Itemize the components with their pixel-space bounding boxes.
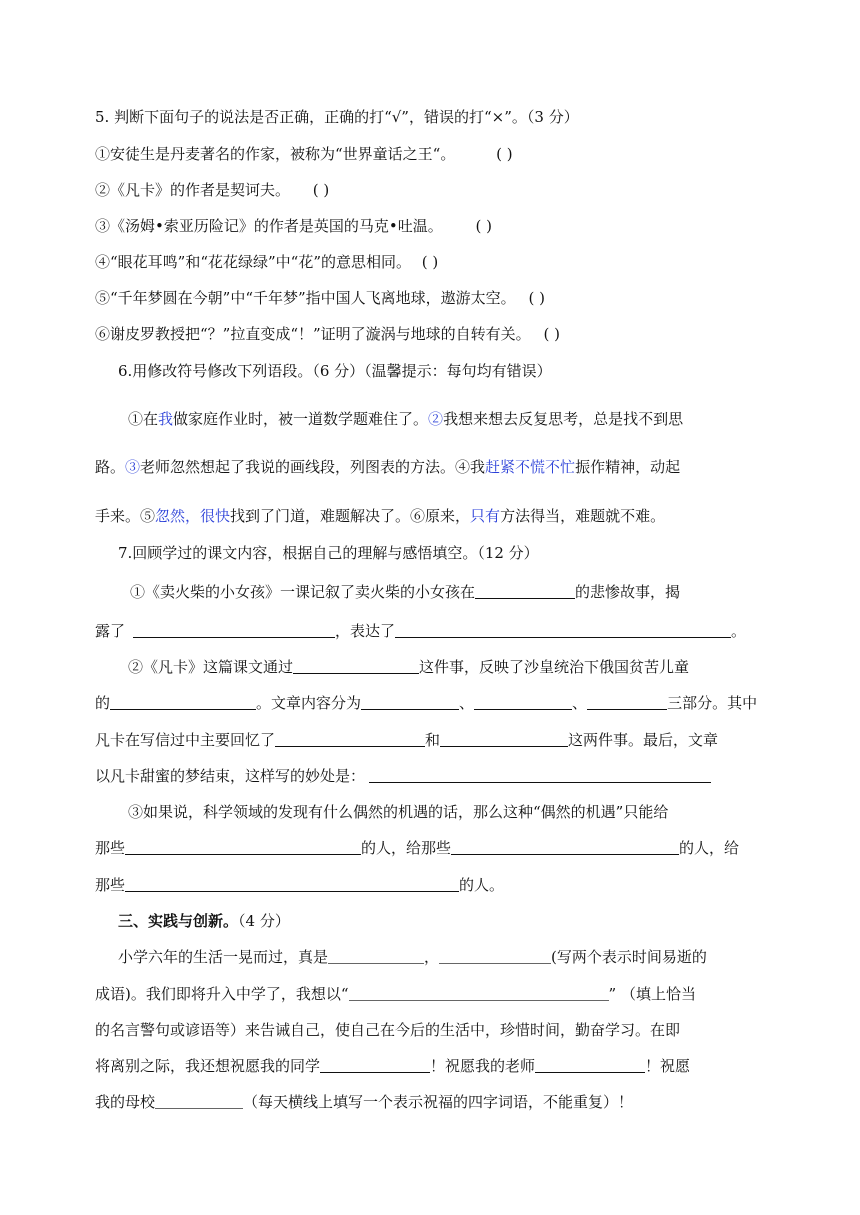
q7-p3-line-1: ③如果说，科学领域的发现有什么偶然的机遇的话，那么这种“偶然的机遇”只能给 xyxy=(128,803,669,821)
q7-p1-line-2 xyxy=(95,620,746,641)
s3-l2-text: 成语)。我们即将升入中学了，我想以“ xyxy=(95,985,349,1003)
s3-line-3: 的名言警句或谚语等）来告诫自己，使自己在今后的生活中，珍惜时间，勤奋学习。在即 xyxy=(95,1021,681,1039)
q6-title: 6.用修改符号修改下列语段。（6 分）（温馨提示：每句均有错误） xyxy=(118,362,552,380)
q7-p3-text: 那些 xyxy=(95,839,126,857)
q7-p2-blank-3[interactable] xyxy=(361,708,459,710)
s3-blank-quote[interactable] xyxy=(349,1000,609,1001)
q5-item-5 xyxy=(95,287,545,308)
q5-title: 5. 判断下面句子的说法是否正确，正确的打“√”，错误的打“×”。（3 分） xyxy=(95,108,579,126)
q5-item-4 xyxy=(95,251,438,272)
q6-l2-marker: ③ xyxy=(125,458,141,476)
q5-item-6 xyxy=(95,323,560,344)
q7-p3-text-4: 那些 xyxy=(95,876,126,894)
q5-answer-6[interactable]: ( ) xyxy=(543,325,560,343)
q5-item-2-text: ②《凡卡》的作者是契诃夫。 xyxy=(95,181,291,199)
s3-l1-text-2: (写两个表示时间易逝的 xyxy=(551,948,707,966)
q6-l3-text-2: 找到了门道，难题解决了。⑥原来， xyxy=(230,507,471,525)
s3-l4-text: 将离别之际，我还想祝愿我的同学 xyxy=(95,1057,321,1075)
q6-l1-text: ①在 xyxy=(128,410,159,428)
q7-p2-line-4 xyxy=(95,765,711,786)
q7-p2-text-4: 。文章内容分为 xyxy=(256,694,362,712)
q6-l2-text: 路。 xyxy=(95,458,126,476)
q6-l1-highlight: 我 xyxy=(158,410,174,428)
s3-blank-classmate[interactable] xyxy=(320,1071,430,1073)
q7-p1-text: ①《卖火柴的小女孩》一课记叙了卖火柴的小女孩在 xyxy=(130,583,476,601)
q6-line-3 xyxy=(95,505,665,526)
s3-line-1 xyxy=(118,946,707,967)
s3-blank-idiom-1[interactable] xyxy=(328,963,424,964)
q7-title: 7.回顾学过的课文内容，根据自己的理解与感悟填空。（12 分） xyxy=(118,544,539,562)
s3-l2-text-2: ” （填上恰当 xyxy=(608,985,696,1003)
q6-l3-text-3: 方法得当，难题就不难。 xyxy=(500,507,666,525)
s3-blank-teacher[interactable] xyxy=(535,1071,645,1073)
q7-p2-text-7: 和 xyxy=(425,731,441,749)
q5-item-3-text: ③《汤姆•索亚历险记》的作者是英国的马克•吐温。 xyxy=(95,217,443,235)
q7-p1-blank-3[interactable] xyxy=(395,636,731,638)
q7-p2-blank-6[interactable] xyxy=(275,745,425,747)
q7-p2-blank-4[interactable] xyxy=(474,708,572,710)
q7-p2-line-3 xyxy=(95,729,718,750)
s3-l1-text: 小学六年的生活一晃而过，真是 xyxy=(118,948,329,966)
s3-line-2 xyxy=(95,983,696,1004)
q7-p2-text-6: 凡卡在写信过中主要回忆了 xyxy=(95,731,276,749)
q7-p2-blank-1[interactable] xyxy=(293,672,419,674)
q7-p2-text-8: 这两件事。最后，文章 xyxy=(568,731,719,749)
q7-p3-blank-2[interactable] xyxy=(451,853,679,855)
q7-p2-blank-5[interactable] xyxy=(587,708,667,710)
q7-p2-text-9: 以凡卡甜蜜的梦结束，这样写的妙处是： xyxy=(95,767,366,785)
q5-answer-3[interactable]: ( ) xyxy=(475,217,492,235)
s3-l4-text-2: ！祝愿我的老师 xyxy=(430,1057,536,1075)
q7-p1-blank-2[interactable] xyxy=(133,636,335,638)
s3-l5-text: 我的母校 xyxy=(95,1093,156,1111)
q7-p2-line-2 xyxy=(95,692,757,713)
q7-p3-line-3 xyxy=(95,874,504,895)
q5-item-1 xyxy=(95,143,513,164)
q5-item-5-text: ⑤“千年梦圆在今朝”中“千年梦”指中国人飞离地球，遨游太空。 xyxy=(95,289,516,307)
q7-p3-text-5: 的人。 xyxy=(459,876,505,894)
q6-l2-text-3: 振作精神，动起 xyxy=(575,458,681,476)
q6-l1-marker: ② xyxy=(428,410,444,428)
q6-l3-highlight: 忽然，很快 xyxy=(155,507,231,525)
q6-l1-text-3: 我想来想去反复思考，总是找不到思 xyxy=(443,410,684,428)
q7-p2-blank-8[interactable] xyxy=(369,781,711,783)
q6-line-2 xyxy=(95,456,680,477)
q7-p1-text-2: 的悲惨故事，揭 xyxy=(575,583,681,601)
s3-blank-school[interactable] xyxy=(155,1108,243,1109)
q7-p3-blank-3[interactable] xyxy=(125,890,459,892)
q5-answer-4[interactable]: ( ) xyxy=(421,253,439,271)
q7-p2-text-2: 这件事，反映了沙皇统治下俄国贫苦儿童 xyxy=(419,658,690,676)
q6-l2-text-2: 老师忽然想起了我说的画线段，列图表的方法。④我 xyxy=(140,458,486,476)
section-3-heading xyxy=(118,910,290,931)
q7-p1-text-5: 。 xyxy=(731,622,747,640)
s3-l1-sep: ， xyxy=(424,948,440,966)
section-3-title: 三、实践与创新。 xyxy=(118,912,239,930)
q5-item-4-text: ④“眼花耳鸣”和“花花绿绿”中“花”的意思相同。 xyxy=(95,253,412,271)
q7-p1-line-1 xyxy=(130,581,680,602)
q7-p3-blank-1[interactable] xyxy=(125,853,361,855)
q5-item-2 xyxy=(95,179,329,200)
s3-line-4 xyxy=(95,1055,690,1076)
q7-p2-sep-1: 、 xyxy=(459,694,475,712)
q7-p2-text: ②《凡卡》这篇课文通过 xyxy=(128,658,294,676)
q7-p2-text-3: 的 xyxy=(95,694,111,712)
q5-item-1-text: ①安徒生是丹麦著名的作家，被称为“世界童话之王“。 xyxy=(95,145,456,163)
q6-line-1 xyxy=(128,408,683,429)
q7-p1-blank-1[interactable] xyxy=(475,597,575,599)
q7-p1-text-3: 露了 xyxy=(95,622,126,640)
q6-l3-text: 手来。⑤ xyxy=(95,507,156,525)
s3-line-5 xyxy=(95,1091,633,1112)
s3-l4-text-3: ！祝愿 xyxy=(645,1057,691,1075)
q7-p2-sep-2: 、 xyxy=(572,694,588,712)
q5-answer-5[interactable]: ( ) xyxy=(528,289,545,307)
s3-l5-text-2: （每天横线上填写一个表示祝福的四字词语，不能重复）！ xyxy=(243,1093,634,1111)
q6-l1-text-2: 做家庭作业时，被一道数学题难住了。 xyxy=(173,410,429,428)
section-3-points: （4 分） xyxy=(238,912,290,930)
q5-item-6-text: ⑥谢皮罗教授把“？”拉直变成“！”证明了漩涡与地球的自转有关。 xyxy=(95,325,531,343)
q7-p3-text-2: 的人，给那些 xyxy=(361,839,452,857)
q7-p1-text-4: ，表达了 xyxy=(335,622,396,640)
q7-p3-text-3: 的人，给 xyxy=(679,839,740,857)
q6-l3-highlight-2: 只有 xyxy=(470,507,501,525)
q7-p2-line-1 xyxy=(128,656,689,677)
q5-item-3 xyxy=(95,215,492,236)
q5-answer-2[interactable]: ( ) xyxy=(312,181,330,199)
q7-p2-blank-2[interactable] xyxy=(110,708,256,710)
q5-answer-1[interactable]: ( ) xyxy=(496,145,513,163)
q7-p2-blank-7[interactable] xyxy=(440,745,568,747)
q6-l2-highlight: 赶紧不慌不忙 xyxy=(485,458,576,476)
q7-p2-text-5: 三部分。其中 xyxy=(667,694,758,712)
q7-p3-line-2 xyxy=(95,837,739,858)
s3-blank-idiom-2[interactable] xyxy=(439,963,551,964)
